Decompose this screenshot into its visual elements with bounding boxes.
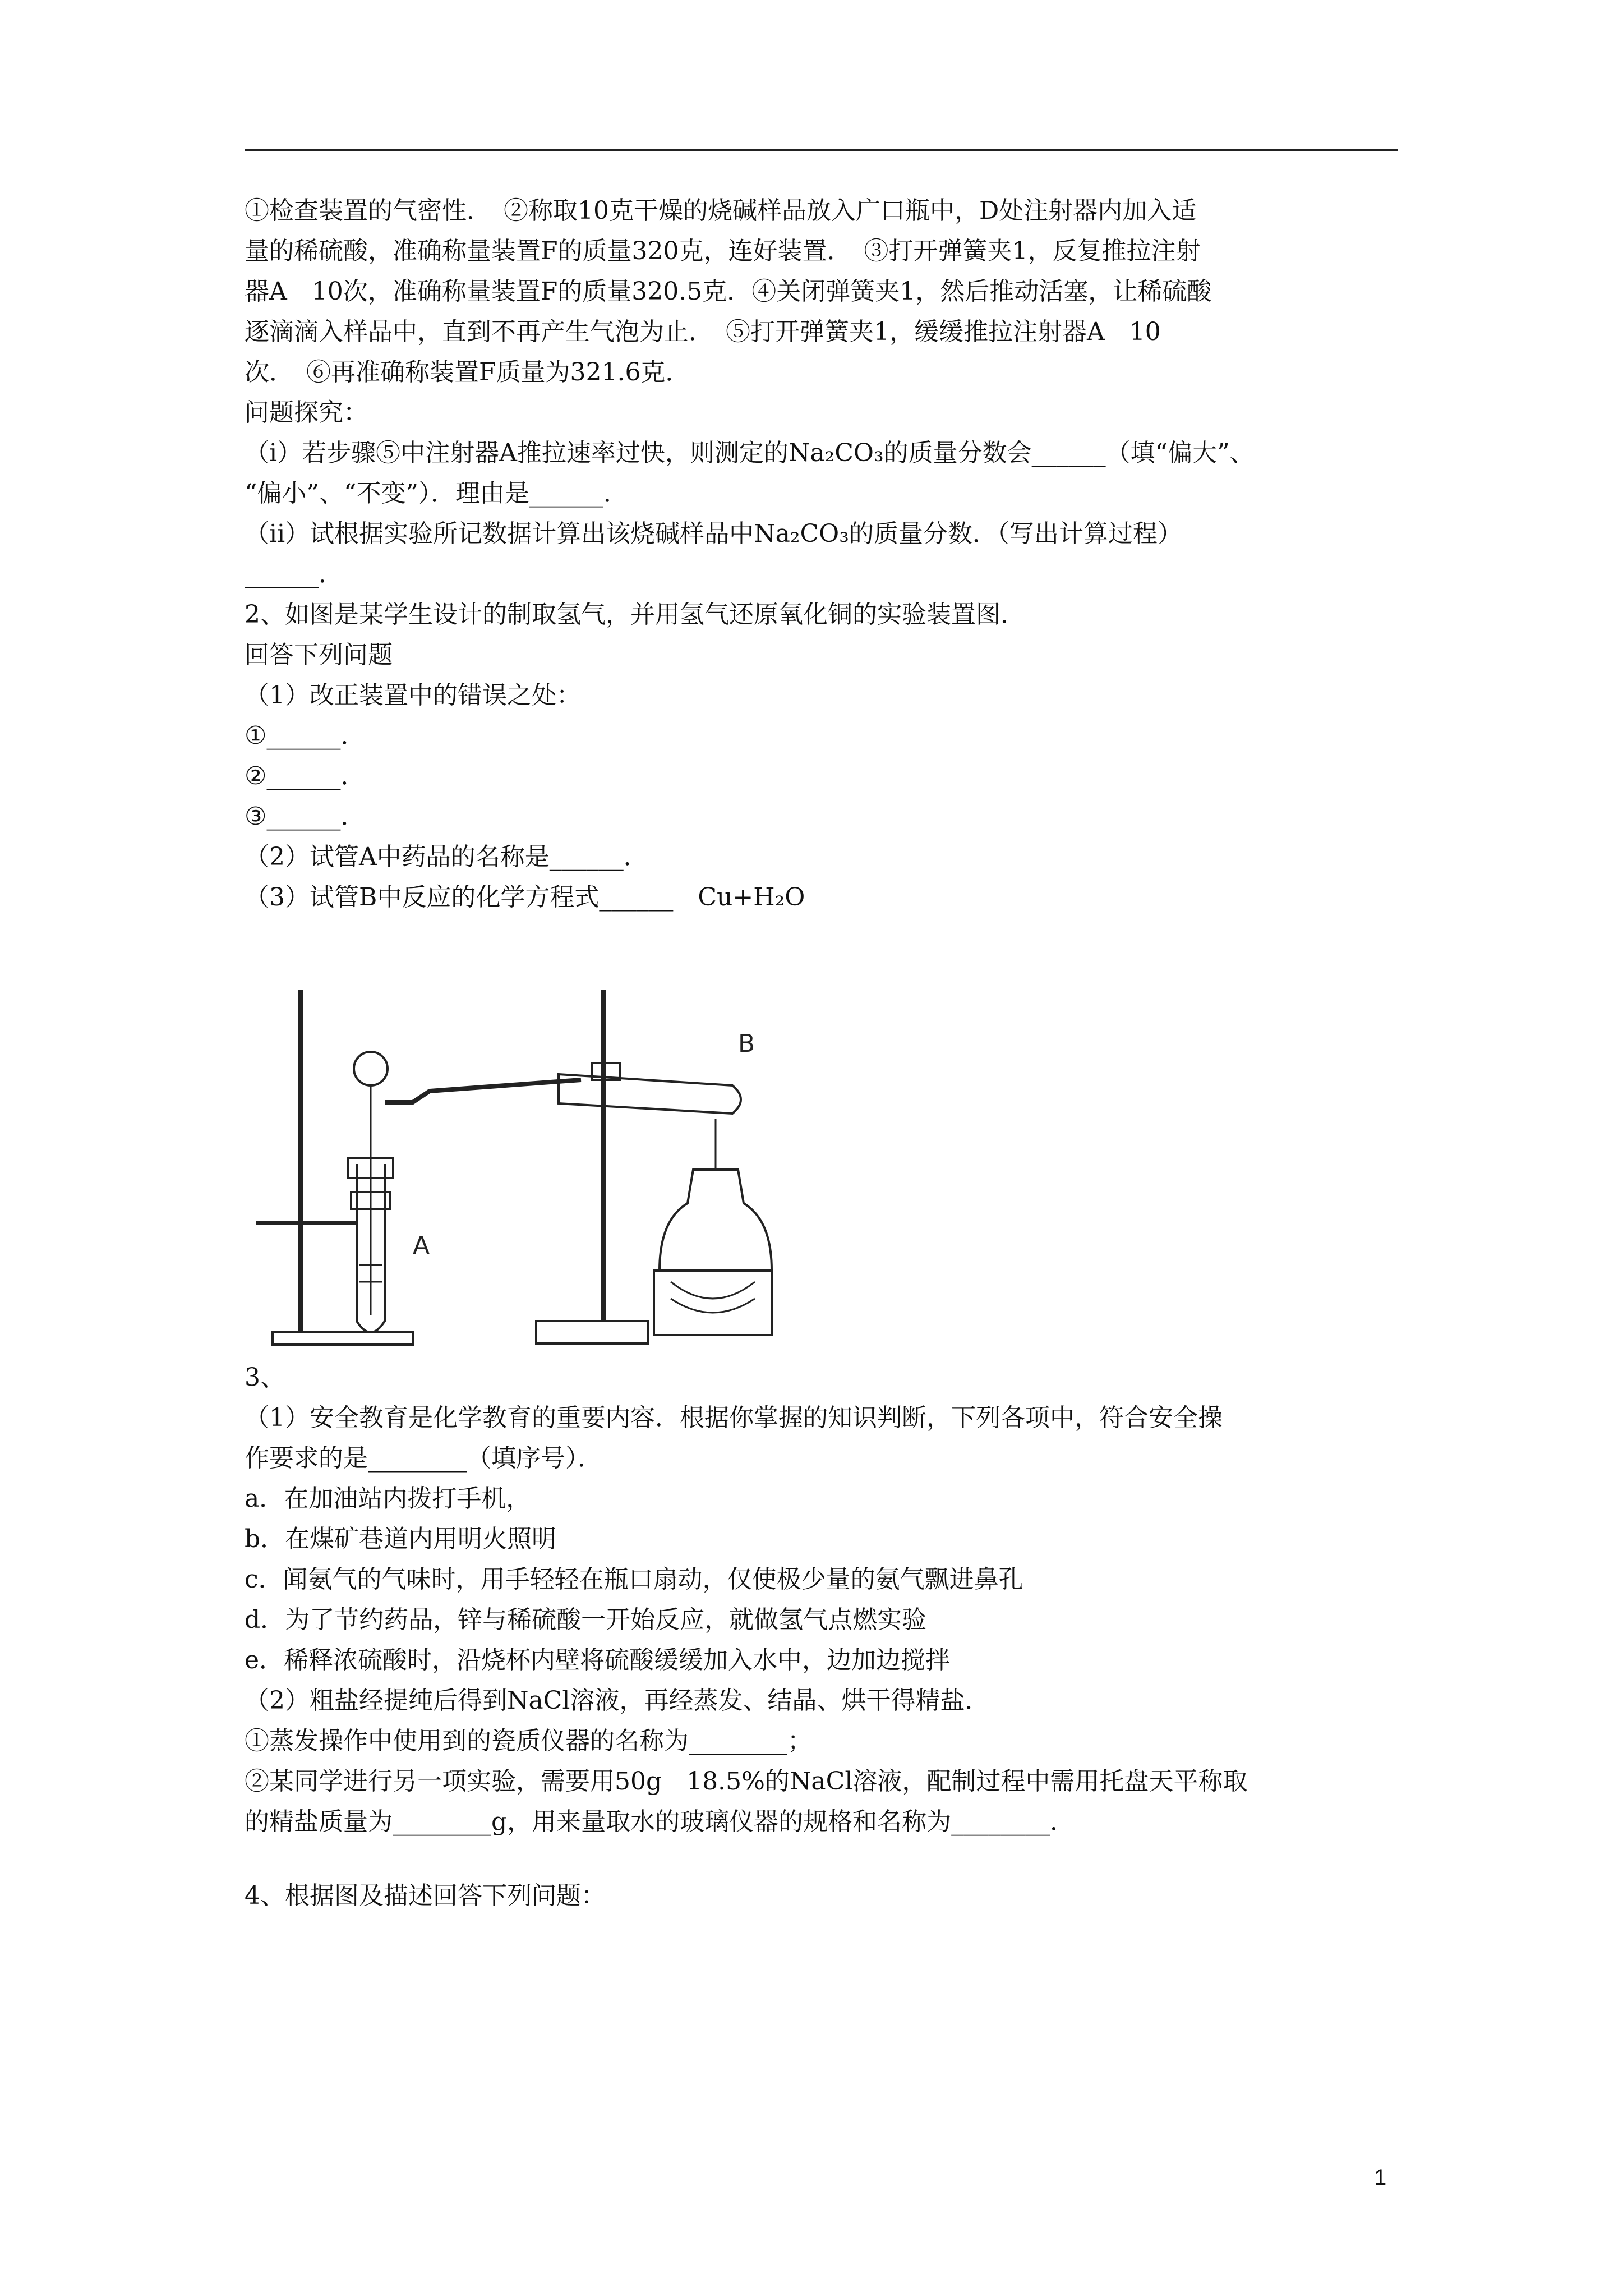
text-line: （1）改正装置中的错误之处： (245, 681, 581, 710)
text-line: （1）安全教育是化学教育的重要内容．根据你掌握的知识判断，下列各项中，符合安全操 (245, 1404, 1223, 1432)
question-2-title: 2、如图是某学生设计的制取氢气，并用氢气还原氧化铜的实验装置图． (245, 600, 1025, 629)
spacer (245, 1842, 1400, 1876)
text-line: 回答下列问题 (245, 641, 393, 669)
test-tube-b (559, 1074, 741, 1114)
stand-base-right (536, 1321, 648, 1343)
text-line: （2）粗盐经提纯后得到NaCl溶液，再经蒸发、结晶、烘干得精盐． (245, 1686, 990, 1715)
text-line: 逐滴滴入样品中，直到不再产生气泡为止． ⑤打开弹簧夹1，缓缓推拉注射器A 10 (245, 318, 1161, 346)
text-line: b．在煤矿巷道内用明火照明 (245, 1525, 557, 1553)
apparatus-figure (245, 979, 828, 1349)
stand-base-left (273, 1332, 413, 1345)
text-line: 器A 10次，准确称量装置F的质量320.5克．④关闭弹簧夹1，然后推动活塞，让稀硫酸 (245, 277, 1212, 306)
text-line: d．为了节约药品，锌与稀硫酸一开始反应，就做氢气点燃实验 (245, 1605, 927, 1634)
page-number: 1 (1374, 2165, 1387, 2190)
text-line: 问题探究： (245, 398, 368, 427)
delivery-tube (385, 1080, 581, 1102)
question-4-title: 4、根据图及描述回答下列问题： (245, 1881, 606, 1910)
question-3-title: 3、 (245, 1363, 285, 1392)
text-line: ②______． (245, 762, 366, 790)
header-rule (245, 149, 1398, 151)
text-line: （2）试管A中药品的名称是______． (245, 843, 648, 871)
text-line: ②某同学进行另一项实验，需要用50g 18.5%的NaCl溶液，配制过程中需用托盘天平称取 (245, 1767, 1248, 1796)
text-block-part1 (245, 191, 1400, 918)
text-line: （i）若步骤⑤中注射器A推拉速率过快，则测定的Na₂CO₃的质量分数会______（填“偏大”、 (245, 439, 1255, 467)
text-line: ①检查装置的气密性． ②称取10克干燥的烧碱样品放入广口瓶中，D处注射器内加入适 (245, 196, 1197, 225)
text-line: ①蒸发操作中使用到的瓷质仪器的名称为________； (245, 1727, 812, 1755)
text-line: a．在加油站内拨打手机， (245, 1484, 531, 1513)
text-line: “偏小”、“不变”）．理由是______． (245, 479, 628, 508)
text-block-part2 (245, 1358, 1400, 1916)
wooden-block (654, 1271, 772, 1335)
alcohol-lamp (660, 1170, 772, 1271)
text-line: ______． (245, 560, 343, 588)
text-line: c．闻氨气的气味时，用手轻轻在瓶口扇动，仅使极少量的氨气飘进鼻孔 (245, 1565, 1023, 1594)
text-line: 量的稀硫酸，准确称量装置F的质量320克，连好装置． ③打开弹簧夹1，反复推拉注射 (245, 237, 1201, 265)
text-line: e．稀释浓硫酸时，沿烧杯内壁将硫酸缓缓加入水中，边加边搅拌 (245, 1646, 951, 1674)
text-line: 的精盐质量为________g，用来量取水的玻璃仪器的规格和名称为________． (245, 1807, 1075, 1836)
text-line: ③______． (245, 802, 366, 831)
text-line: 次． ⑥再准确称装置F质量为321.6克． (245, 358, 690, 386)
text-line: （3）试管B中反应的化学方程式______ Cu+H₂O (245, 883, 805, 912)
funnel-bulb (354, 1052, 388, 1085)
text-line: ①______． (245, 721, 366, 750)
text-line: 作要求的是________（填序号）． (245, 1444, 602, 1473)
label-a: A (413, 1231, 430, 1260)
text-line: （ii）试根据实验所记数据计算出该烧碱样品中Na₂CO₃的质量分数．（写出计算过程） (245, 519, 1182, 548)
label-b: B (738, 1029, 755, 1058)
